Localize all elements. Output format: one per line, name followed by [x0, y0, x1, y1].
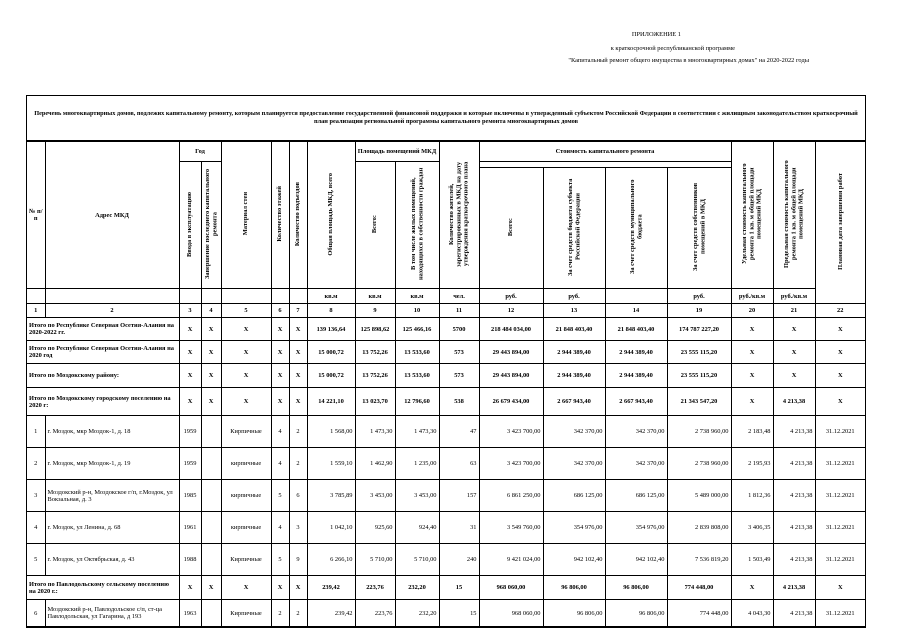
col-area-res: В том числе жилых помещений, находящихся в собственности граждан — [395, 162, 439, 289]
unit-19: руб. — [667, 289, 731, 304]
col-cost-muni: За счет средств муниципального бюджета — [605, 168, 667, 289]
unit-8: кв.м — [307, 289, 355, 304]
col-entrances: Количество подъездов — [289, 142, 307, 289]
col-unit-cost: Удельная стоимость капитального ремонта 1 кв. м общей площади помещений МКД — [731, 142, 773, 289]
col-floors: Количество этажей — [271, 142, 289, 289]
col-year-built: Ввода в эксплуатацию — [179, 162, 201, 289]
total-row: Итого по Республике Северная Осетия-Алания на 2020-2022 гг. X X X X X 139 136,64 125 898,62 125 466,16 5700 218 484 034,00 21 848 403,40 21 848 403,40 174 787 227,20 X X X — [27, 318, 865, 341]
col-planned-date: Плановая дата завершения работ — [815, 142, 865, 304]
table-row: 5 г. Моздок, ул Октябрьская, д. 43 1988 Кирпичные 5 9 6 266,10 5 710,00 5 710,00 240 9 421 024,00 942 102,40 942 102,40 7 536 819,20 1 503,49 4 213,38 31.12.2021 — [27, 544, 865, 576]
appendix-program: "Капитальный ремонт общего имущества в многоквартирных домах" на 2020-2022 годы — [568, 57, 809, 64]
table-row: 3 Моздокский р-н, Моздокское г/п, г.Моздок, ул Вокзальная, д. 3 1985 кирпичные 5 6 3 785,89 3 453,00 3 453,00 157 6 861 250,00 686 125,00 686 125,00 5 489 000,00 1 812,36 4 213,38 31.12.2021 — [27, 480, 865, 512]
unit-11: чел. — [439, 289, 479, 304]
total-row: Итого по Моздокскому городскому поселению на 2020 г: X X X X X 14 221,10 13 023,70 12 796,60 538 26 679 434,00 2 667 943,40 2 667 943,40 21 343 547,20 X 4 213,38 X — [27, 388, 865, 416]
unit-21: руб./кв.м — [773, 289, 815, 304]
unit-20: руб./кв.м — [731, 289, 773, 304]
table-row: 6 Моздокский р-н, Павлодольское с/п, ст-ца Павлодольская, ул Гагарина, д 193 1963 Кирпичные 2 2 239,42 223,76 232,20 15 968 060,00 96 806,00 96 806,00 774 448,00 4 043,30 4 213,38 31.12.2021 — [27, 600, 865, 627]
col-total-area: Общая площадь МКД, всего — [307, 142, 355, 289]
appendix-subtitle: к краткосрочной республиканской программе — [610, 45, 735, 52]
total-row: Итого по Павлодольскому сельскому поселению на 2020 г.: X X X X X 239,42 223,76 232,20 15 968 060,00 96 806,00 96 806,00 774 448,00 X 4 213,38 X — [27, 576, 865, 600]
col-people: Количество жителей, зарегистрированных в МКД на дату утверждения краткосрочного плана — [439, 142, 479, 289]
col-cost-region: За счет средств бюджета субъекта Российской Федерации — [543, 168, 605, 289]
total-row: Итого по Республике Северная Осетия-Алания на 2020 год X X X X X 15 000,72 13 752,26 13 533,60 573 29 443 894,00 2 944 389,40 2 944 389,40 23 555 115,20 X X X — [27, 341, 865, 364]
total-row: Итого по Моздокскому району: X X X X X 15 000,72 13 752,26 13 533,60 573 29 443 894,00 2 944 389,40 2 944 389,40 23 555 115,20 X X X — [27, 364, 865, 388]
col-cost-owners: За счет средств собственников помещений в МКД — [667, 168, 731, 289]
col-limit-cost: Предельная стоимость капитального ремонта 1 кв. м общей площади помещений МКД — [773, 142, 815, 289]
unit-10: кв.м — [395, 289, 439, 304]
col-area-all: Всего: — [355, 162, 395, 289]
col-area-group: Площадь помещений МКД — [355, 142, 439, 162]
col-year-repair: Завершение последнего капитального ремонта — [201, 162, 221, 289]
table-row: 1 г. Моздок, мкр Моздок-1, д. 18 1959 Кирпичные 4 2 1 568,00 1 473,30 1 473,30 47 3 423 700,00 342 370,00 342 370,00 2 738 960,00 2 183,48 4 213,38 31.12.2021 — [27, 416, 865, 448]
col-cost-group: Стоимость капитального ремонта — [479, 142, 731, 162]
table-row: 2 г. Моздок, мкр Моздок-1, д. 19 1959 кирпичные 4 2 1 559,10 1 462,90 1 235,00 63 3 423 700,00 342 370,00 342 370,00 2 738 960,00 2 195,93 4 213,38 31.12.2021 — [27, 448, 865, 480]
table-title: Перечень многоквартирных домов, подлежих капитальному ремонту, которым планируется предоставление государственной финансовой поддержки и которые включены в утвержденный субъектом Российской Федерации в соответствии с жилищным законодательством краткосрочный план реализации региональной программы капитального ремонта многоквартирных домов — [27, 96, 865, 141]
repair-table — [27, 141, 865, 627]
unit-13: руб. — [543, 289, 605, 304]
unit-12: руб. — [479, 289, 543, 304]
table-row: 4 г. Моздок, ул Ленина, д. 68 1961 кирпичные 4 3 1 042,10 925,60 924,40 31 3 549 760,00 354 976,00 354 976,00 2 839 808,00 3 406,35 4 213,38 31.12.2021 — [27, 512, 865, 544]
table-body — [27, 318, 865, 627]
appendix-label: ПРИЛОЖЕНИЕ 1 — [631, 31, 681, 38]
unit-9: кв.м — [355, 289, 395, 304]
col-num: № п/п — [27, 142, 45, 289]
document-table-frame — [26, 95, 866, 628]
column-number-row: 1 2 3 4 5 6 7 8 9 10 11 12 13 14 19 20 21 22 — [27, 304, 865, 318]
col-year-group: Год — [179, 142, 221, 162]
col-wall: Материал стен — [221, 142, 271, 289]
col-cost-all: Всего: — [479, 168, 543, 289]
col-address: Адрес МКД — [45, 142, 179, 289]
